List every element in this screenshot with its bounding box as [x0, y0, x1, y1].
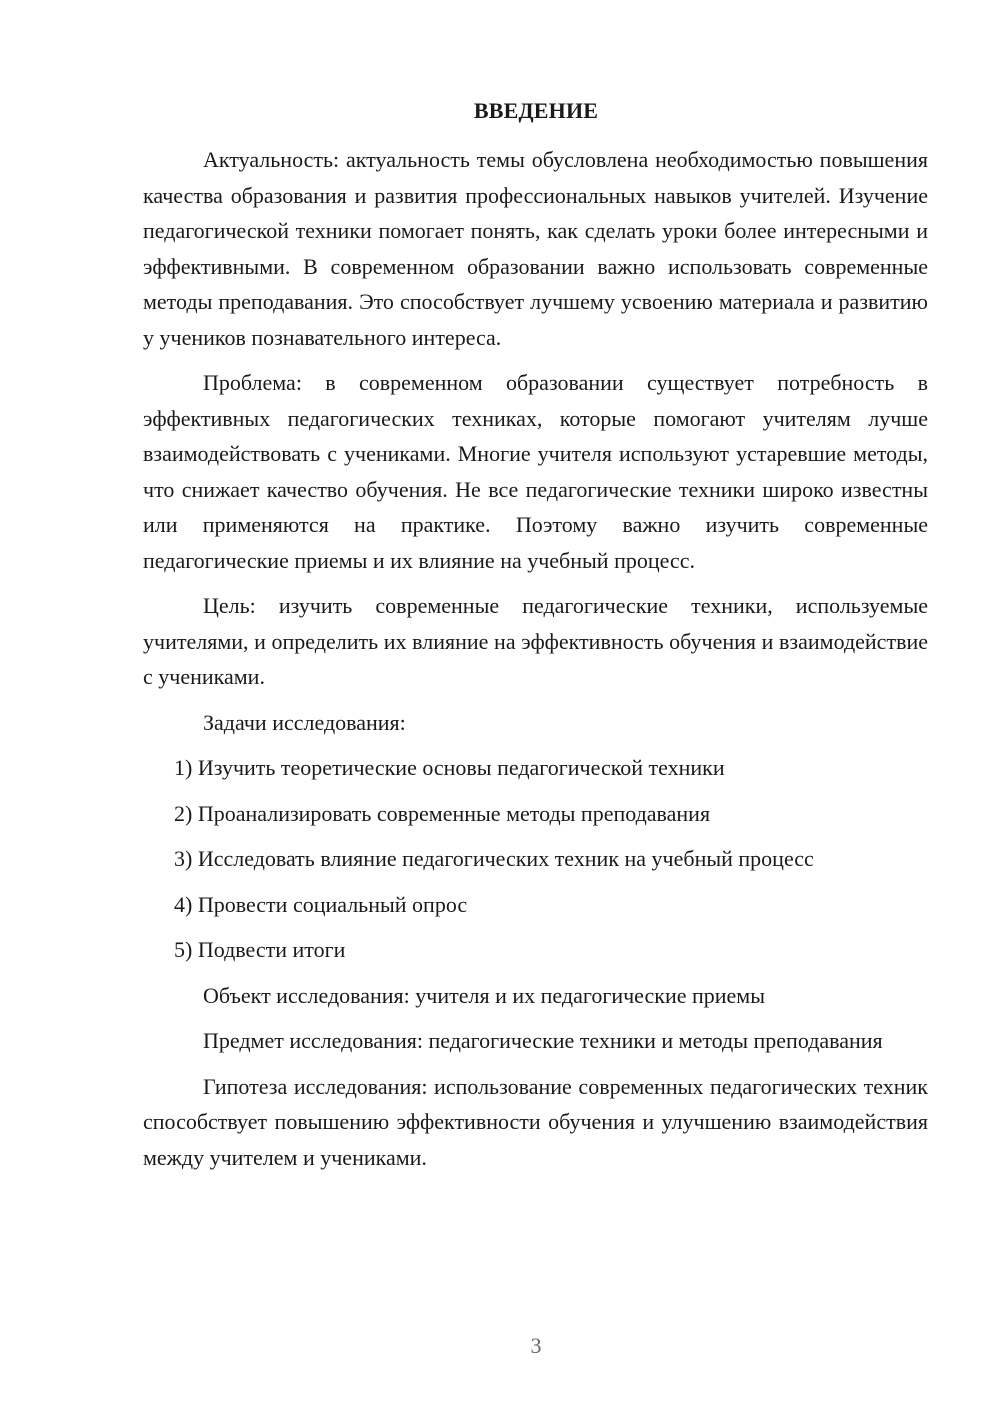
- object-paragraph: Объект исследования: учителя и их педагогические приемы: [203, 982, 765, 1008]
- page-body: [143, 142, 928, 1185]
- problem-paragraph: Проблема: в современном образовании существует потребность в эффективных педагогических техниках, которые помогают учителям лучше взаимодействовать с учениками. Многие учителя используют устаревшие методы, что снижает качество обучения. Не все педагогические техники широко известны или применяются на практике. Поэтому важно изучить современные педагогические приемы и их влияние на учебный процесс.: [143, 370, 928, 573]
- task-item-5: 5) Подвести итоги: [174, 937, 346, 962]
- task-item-4: 4) Провести социальный опрос: [174, 891, 468, 917]
- task-item-2: 2) Проанализировать современные методы преподавания: [174, 800, 711, 826]
- hypothesis-paragraph: Гипотеза исследования: использование современных педагогических техник способствует повышению эффективности обучения и улучшению взаимодействия между учителем и учениками.: [143, 1073, 928, 1170]
- tasks-intro: Задачи исследования:: [203, 709, 406, 735]
- task-item-1: 1) Изучить теоретические основы педагогической техники: [174, 755, 725, 780]
- section-heading: ВВЕДЕНИЕ: [473, 98, 599, 123]
- relevance-paragraph: Актуальность: актуальность темы обусловлена необходимостью повышения качества образования и развития профессиональных навыков учителей. Изучение педагогической техники помогает понять, как сделать уроки более интересными и эффективными. В современном образовании важно использовать современные методы преподавания. Это способствует лучшему усвоению материала и развитию у учеников познавательного интереса.: [143, 147, 928, 350]
- subject-paragraph: Предмет исследования: педагогические техники и методы преподавания: [203, 1028, 883, 1053]
- page-number: 3: [530, 1333, 542, 1358]
- task-item-3: 3) Исследовать влияние педагогических техник на учебный процесс: [174, 846, 814, 871]
- goal-paragraph: Цель: изучить современные педагогические техники, используемые учителями, и определить их влияние на эффективность обучения и взаимодействие с учениками.: [143, 593, 928, 689]
- tasks-list: [143, 750, 928, 968]
